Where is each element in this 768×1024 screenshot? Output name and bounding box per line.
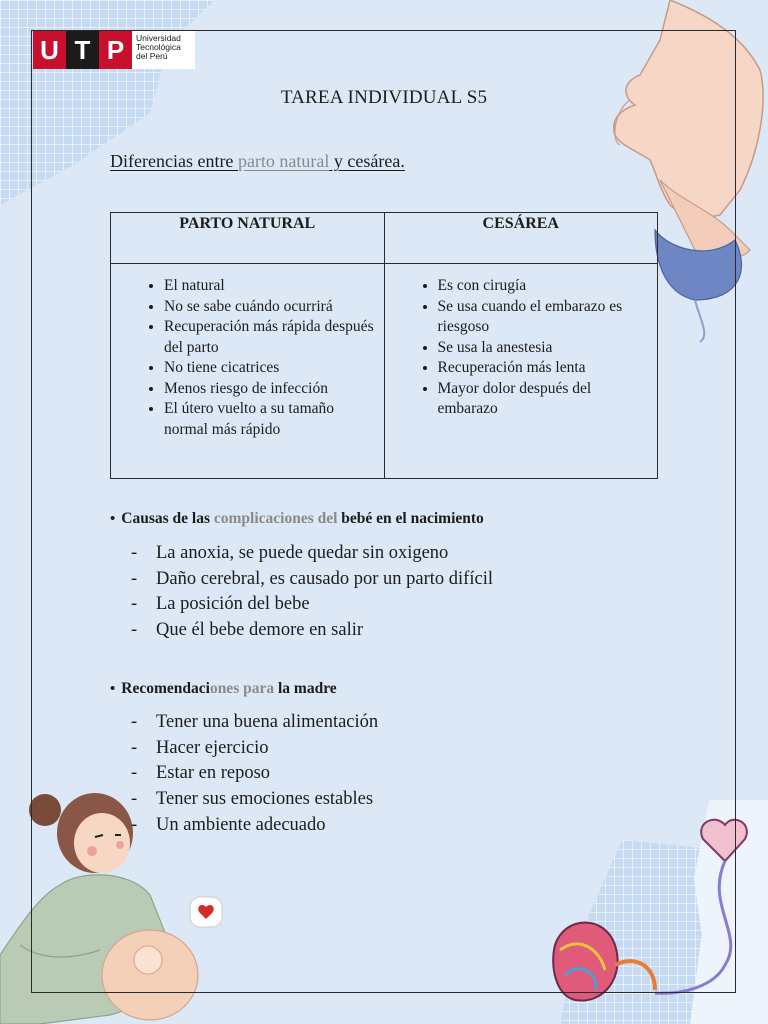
bullet: • [110, 681, 116, 697]
list-item: • Recuperación más rápida después del parto [164, 317, 378, 358]
list-item: - Un ambiente adecuado [131, 813, 378, 839]
list-item: • Se usa la anestesia [438, 338, 652, 359]
list-item: • El útero vuelto a su tamaño normal más rápido [164, 399, 378, 440]
heading-part-muted: complicaciones del [213, 510, 338, 527]
list-item: • Mayor dolor después del embarazo [438, 379, 652, 420]
logo-text-line: Universidad [136, 33, 181, 43]
list-item: - Que él bebe demore en salir [131, 618, 493, 644]
subtitle-part: y cesárea. [329, 151, 405, 171]
subtitle [110, 151, 405, 172]
page-title: TAREA INDIVIDUAL S5 [280, 87, 488, 108]
causes-list [131, 541, 493, 644]
table-header-cesarea: CESÁREA [384, 213, 658, 264]
table-cell-cesarea [384, 264, 658, 479]
logo-letter-t: T [66, 31, 99, 69]
causes-heading [110, 510, 484, 528]
table-header-natural: PARTO NATURAL [111, 213, 385, 264]
logo-letter-p: P [99, 31, 132, 69]
subtitle-part: Diferencias entre [110, 151, 238, 171]
list-item: - Daño cerebral, es causado por un parto difícil [131, 567, 493, 593]
table-row [111, 264, 658, 479]
utp-logo [33, 31, 195, 69]
heading-part: bebé en el nacimiento [337, 510, 484, 527]
list-item: - La posición del bebe [131, 592, 493, 618]
list-item: • Se usa cuando el embarazo es riesgoso [438, 297, 652, 338]
recommendations-heading [110, 680, 337, 698]
list-item: • Es con cirugía [438, 276, 652, 297]
heading-part: Recomendaci [121, 680, 210, 697]
subtitle-part-muted: parto natural [237, 151, 330, 171]
differences-table [110, 212, 658, 479]
list-item: - Hacer ejercicio [131, 736, 378, 762]
logo-text-line: Tecnológica [136, 42, 181, 52]
list-item: • Menos riesgo de infección [164, 379, 378, 400]
bullet: • [110, 511, 116, 527]
list-item: • No tiene cicatrices [164, 358, 378, 379]
heading-part-muted: ones para [209, 680, 275, 697]
logo-text-line: del Perú [136, 51, 168, 61]
logo-letter-u: U [33, 31, 66, 69]
list-item: • No se sabe cuándo ocurrirá [164, 297, 378, 318]
list-item: • Recuperación más lenta [438, 358, 652, 379]
recommendations-list [131, 710, 378, 839]
list-item: • El natural [164, 276, 378, 297]
heading-part: la madre [274, 680, 337, 697]
table-cell-natural [111, 264, 385, 479]
list-item: - La anoxia, se puede quedar sin oxigeno [131, 541, 493, 567]
table-header-row [111, 213, 658, 264]
list-item: - Estar en reposo [131, 761, 378, 787]
list-item: - Tener una buena alimentación [131, 710, 378, 736]
logo-university-name [132, 31, 195, 69]
list-item: - Tener sus emociones estables [131, 787, 378, 813]
heading-part: Causas de las [121, 510, 214, 527]
